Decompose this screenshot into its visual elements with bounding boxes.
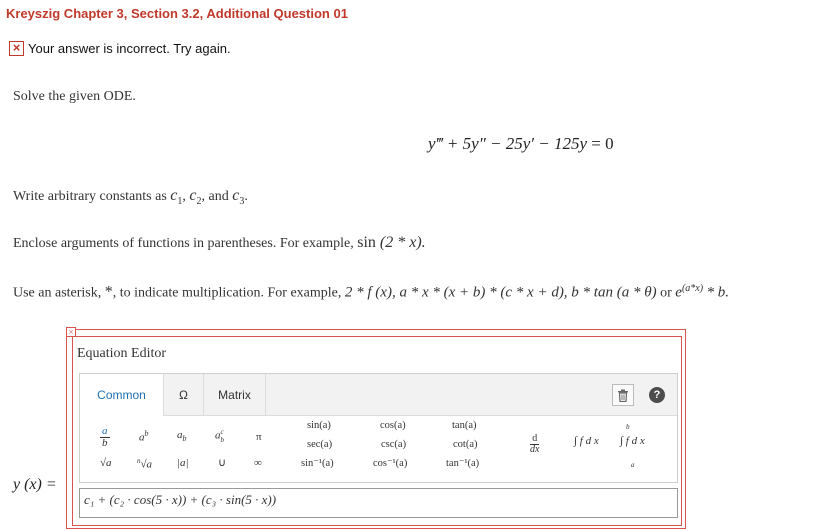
ode-equation: y‴ + 5y″ − 25y′ − 125y = 0 bbox=[428, 134, 614, 153]
error-x-icon: × bbox=[66, 327, 76, 337]
sin-button[interactable]: sin(a) bbox=[307, 420, 331, 431]
pi-button[interactable]: π bbox=[256, 431, 262, 443]
fraction-button[interactable]: $\frac{a}{b}$ bbox=[102, 425, 108, 449]
prompt-text: Solve the given ODE. bbox=[13, 89, 136, 104]
infinity-button[interactable]: ∞ bbox=[254, 457, 262, 469]
tab-omega[interactable]: Ω bbox=[164, 374, 204, 416]
arccos-button[interactable]: cos⁻¹(a) bbox=[373, 458, 408, 469]
integral-button[interactable]: ∫ f d x bbox=[574, 435, 599, 447]
subscript-button[interactable]: $a_b$ bbox=[177, 429, 187, 444]
trash-button[interactable] bbox=[612, 384, 634, 406]
definite-integral-button[interactable]: ∫ f d x bbox=[620, 435, 645, 447]
status-message bbox=[9, 39, 231, 57]
help-button[interactable] bbox=[646, 384, 668, 406]
arcsin-button[interactable]: sin⁻¹(a) bbox=[301, 458, 334, 469]
sec-button[interactable]: sec(a) bbox=[307, 439, 333, 450]
arctan-button[interactable]: tan⁻¹(a) bbox=[446, 458, 480, 469]
asterisk-instruction: Use an asterisk, *, to indicate multiplication. For example, 2 * f (x), a * x * (x + b) * (c * x + d), b * tan (a * θ) or $e^{(a*x)}$ * b. bbox=[13, 283, 730, 301]
tan-button[interactable]: tan(a) bbox=[452, 420, 477, 431]
ode-lhs: y‴ + 5y″ − 25y′ − 125y bbox=[428, 134, 588, 153]
ode-rhs: 0 bbox=[605, 134, 614, 153]
tab-matrix[interactable]: Matrix bbox=[204, 374, 266, 416]
def-integral-lower: a bbox=[631, 461, 635, 469]
asterisk-example: 2 * f (x), a * x * (x + b) * (c * x + d), b * tan (a * θ) bbox=[344, 284, 657, 301]
equation-editor-label: Equation Editor bbox=[77, 346, 167, 361]
question-title: Kreyszig Chapter 3, Section 3.2, Additional Question 01 bbox=[6, 6, 348, 21]
power-button[interactable]: $a^b$ bbox=[139, 429, 149, 444]
trash-icon bbox=[617, 389, 629, 402]
arguments-instruction: Enclose arguments of functions in parentheses. For example, sin (2 * x). bbox=[13, 234, 426, 251]
csc-button[interactable]: csc(a) bbox=[381, 439, 407, 450]
constants-instruction: Write arbitrary constants as $c_1$, $c_2$, and $c_3$. bbox=[13, 187, 248, 207]
status-text: Your answer is incorrect. Try again. bbox=[28, 40, 231, 56]
tab-common[interactable]: Common bbox=[80, 374, 164, 416]
cos-button[interactable]: cos(a) bbox=[380, 420, 406, 431]
cot-button[interactable]: cot(a) bbox=[453, 439, 478, 450]
abs-button[interactable]: |a| bbox=[177, 457, 189, 469]
arguments-example: sin (2 * x). bbox=[357, 234, 426, 251]
answer-value: c₁ + (c₂ · cos(5 · x)) + (c₃ · sin(5 · x)) bbox=[84, 492, 277, 507]
nth-root-button[interactable]: $^n$√a bbox=[137, 457, 153, 471]
help-icon: ? bbox=[649, 387, 665, 403]
x-mark-icon: × bbox=[9, 41, 24, 56]
union-button[interactable]: ∪ bbox=[218, 457, 227, 469]
subsup-button[interactable]: a c b bbox=[215, 428, 224, 444]
sqrt-button[interactable]: √a bbox=[100, 457, 112, 469]
answer-label: y (x) = bbox=[13, 476, 57, 493]
derivative-button[interactable]: $\frac{d}{dx}$ bbox=[530, 433, 540, 455]
def-integral-upper: b bbox=[626, 423, 630, 431]
